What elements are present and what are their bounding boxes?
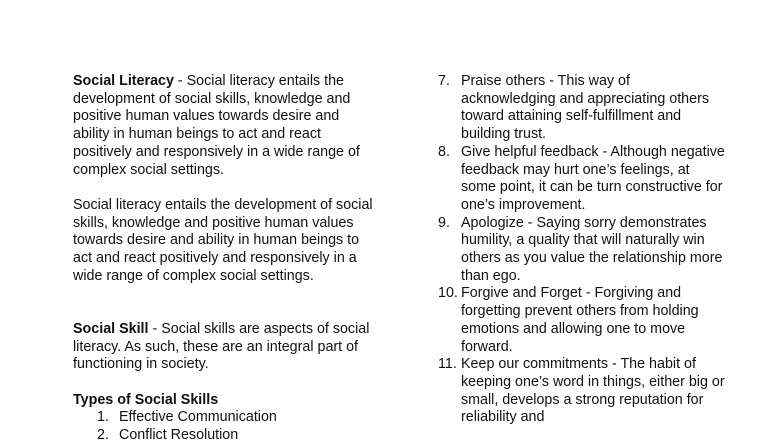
right-column — [438, 73, 728, 427]
paragraph-gap — [73, 303, 373, 321]
paragraph-gap — [73, 374, 373, 392]
list-item-number: 9. — [438, 214, 450, 231]
social-literacy-definition: - Social literacy entails the development of social skills, knowledge and positive human values towards desire and ability in human beings to act and react positively and responsively in a wide range of complex social settings. — [73, 73, 360, 178]
list-item — [438, 215, 728, 286]
numbered-list — [438, 73, 728, 427]
social-literacy-heading: Social Literacy — [73, 73, 174, 89]
list-item-number: 7. — [438, 73, 450, 89]
list-item — [438, 73, 728, 144]
list-item-number: 11. — [438, 356, 457, 373]
list-item — [438, 285, 728, 356]
list-item-number: 2. — [97, 427, 109, 441]
list-item — [438, 144, 728, 215]
list-item-number: 10. — [438, 285, 458, 302]
social-literacy-paragraph — [73, 73, 373, 179]
list-item-text: Keep our commitments - The habit of keeping one’s word in things, either big or small, develops a strong reputation for reliability and — [461, 356, 725, 426]
types-heading: Types of Social Skills — [73, 391, 219, 408]
types-list — [73, 409, 373, 441]
social-skill-heading: Social Skill — [73, 320, 149, 337]
list-item — [73, 427, 373, 441]
list-item-text: Forgive and Forget - Forgiving and forgetting prevent others from holding emotions and allowing one to move forward. — [461, 285, 699, 355]
list-item — [73, 409, 373, 427]
list-item-number: 8. — [438, 143, 450, 160]
paragraph-gap — [73, 285, 373, 303]
left-column — [73, 73, 373, 441]
list-item-text: Apologize - Saying sorry demonstrates humility, a quality that will naturally win others as you value the relationship more than ego. — [461, 214, 723, 284]
social-skill-definition: - Social skills are aspects of social literacy. As such, these are an integral part of functioning in society. — [73, 320, 370, 373]
social-skill-paragraph — [73, 321, 373, 374]
social-literacy-repeat-paragraph: Social literacy entails the development of social skills, knowledge and positive human values towards desire and ability in human beings to act and react positively and responsively in a wide range of complex social settings. — [73, 196, 373, 284]
paragraph-gap — [73, 179, 373, 197]
list-item-text: Conflict Resolution — [119, 427, 239, 441]
list-item-text: Give helpful feedback - Although negative feedback may hurt one’s feelings, at some point, it can be turn constructive for one’s improvement. — [461, 143, 725, 213]
list-item-text: Praise others - This way of acknowledging and appreciating others toward attaining self-fulfillment and building trust. — [461, 73, 709, 143]
list-item — [438, 356, 728, 427]
list-item-number: 1. — [97, 409, 109, 426]
list-item-text: Effective Communication — [119, 409, 277, 426]
